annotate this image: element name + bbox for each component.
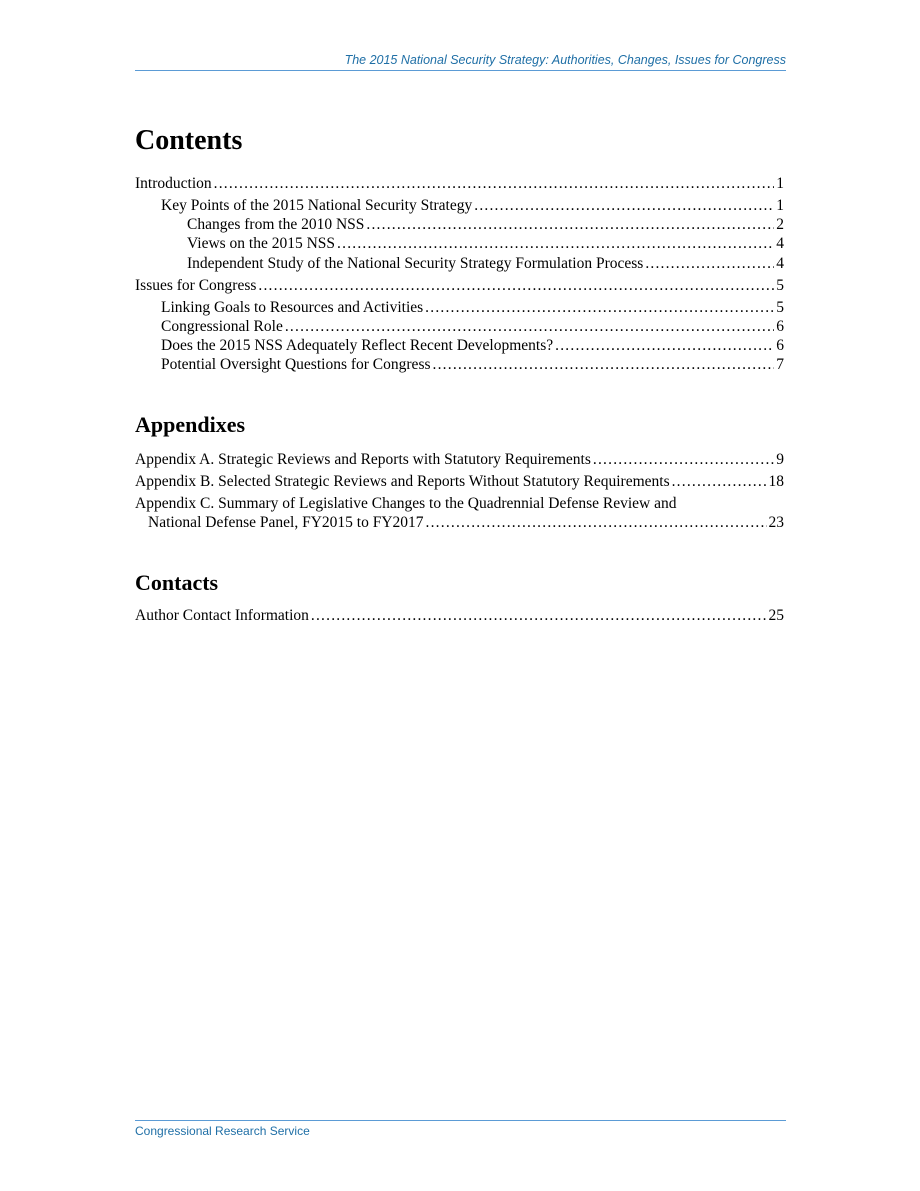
toc-entry-label: Key Points of the 2015 National Security Strategy: [161, 197, 473, 214]
toc-entry-label: Introduction: [135, 175, 212, 192]
toc-entry-label: Does the 2015 NSS Adequately Reflect Recent Developments?: [161, 337, 554, 354]
running-footer: Congressional Research Service: [135, 1120, 786, 1139]
dot-leader: [555, 336, 774, 356]
toc-entry-label: Issues for Congress: [135, 277, 257, 294]
toc-entry-independent-study[interactable]: [187, 254, 784, 274]
dot-leader: [258, 276, 774, 296]
toc-entry-label: Linking Goals to Resources and Activities: [161, 299, 424, 316]
dot-leader: [593, 450, 774, 470]
dot-leader: [285, 317, 774, 337]
dot-leader: [214, 174, 775, 194]
toc-entry-page: 25: [768, 607, 784, 624]
toc-entry-oversight-questions[interactable]: [161, 355, 784, 375]
toc-entry-page: 4: [776, 235, 784, 252]
toc-entry-page: 6: [776, 318, 784, 335]
toc-entry-page: 9: [776, 451, 784, 468]
contacts-heading: Contacts: [135, 570, 219, 595]
dot-leader: [645, 254, 774, 274]
dot-leader: [366, 215, 774, 235]
toc-entry-page: 7: [776, 356, 784, 373]
running-header: The 2015 National Security Strategy: Authorities, Changes, Issues for Congress: [135, 52, 786, 71]
appendixes-heading: Appendixes: [135, 412, 246, 437]
toc-entry-page: 1: [776, 175, 784, 192]
dot-leader: [337, 234, 774, 254]
toc-entry-appendix-a[interactable]: [135, 450, 784, 470]
toc-entry-label: Views on the 2015 NSS: [187, 235, 336, 252]
toc-entry-page: 18: [768, 473, 784, 490]
toc-entry-introduction[interactable]: [135, 174, 784, 194]
toc-entry-label: National Defense Panel, FY2015 to FY2017: [148, 514, 424, 531]
contents-heading: Contents: [135, 125, 243, 156]
dot-leader: [672, 472, 767, 492]
toc-entry-key-points[interactable]: [161, 196, 784, 216]
toc-entry-page: 23: [768, 514, 784, 531]
toc-entry-views-2015[interactable]: [187, 234, 784, 254]
toc-entry-label: Independent Study of the National Security Strategy Formulation Process: [187, 255, 644, 272]
dot-leader: [474, 196, 774, 216]
toc-entry-page: 6: [776, 337, 784, 354]
toc-entry-label: Congressional Role: [161, 318, 283, 335]
toc-entry-label: Appendix A. Strategic Reviews and Reports with Statutory Requirements: [135, 451, 591, 468]
dot-leader: [311, 606, 767, 626]
toc-entry-author-contact[interactable]: [135, 606, 784, 626]
toc-entry-recent-developments[interactable]: [161, 336, 784, 356]
toc-entry-appendix-c-label[interactable]: Appendix C. Summary of Legislative Changes to the Quadrennial Defense Review and: [135, 495, 677, 512]
toc-entry-issues[interactable]: [135, 276, 784, 296]
toc-entry-page: 4: [776, 255, 784, 272]
toc-entry-label: Author Contact Information: [135, 607, 309, 624]
dot-leader: [433, 355, 775, 375]
dot-leader: [426, 513, 767, 533]
toc-entry-page: 5: [776, 299, 784, 316]
toc-entry-page: 5: [776, 277, 784, 294]
toc-entry-label: Changes from the 2010 NSS: [187, 216, 365, 233]
dot-leader: [425, 298, 774, 318]
toc-entry-page: 1: [776, 197, 784, 214]
toc-entry-label: Appendix B. Selected Strategic Reviews and Reports Without Statutory Requirements: [135, 473, 670, 490]
toc-entry-appendix-c[interactable]: [148, 513, 784, 533]
toc-entry-congressional-role[interactable]: [161, 317, 784, 337]
toc-entry-linking-goals[interactable]: [161, 298, 784, 318]
toc-entry-changes-2010[interactable]: [187, 215, 784, 235]
toc-entry-label: Potential Oversight Questions for Congress: [161, 356, 431, 373]
toc-entry-page: 2: [776, 216, 784, 233]
toc-entry-appendix-b[interactable]: [135, 472, 784, 492]
